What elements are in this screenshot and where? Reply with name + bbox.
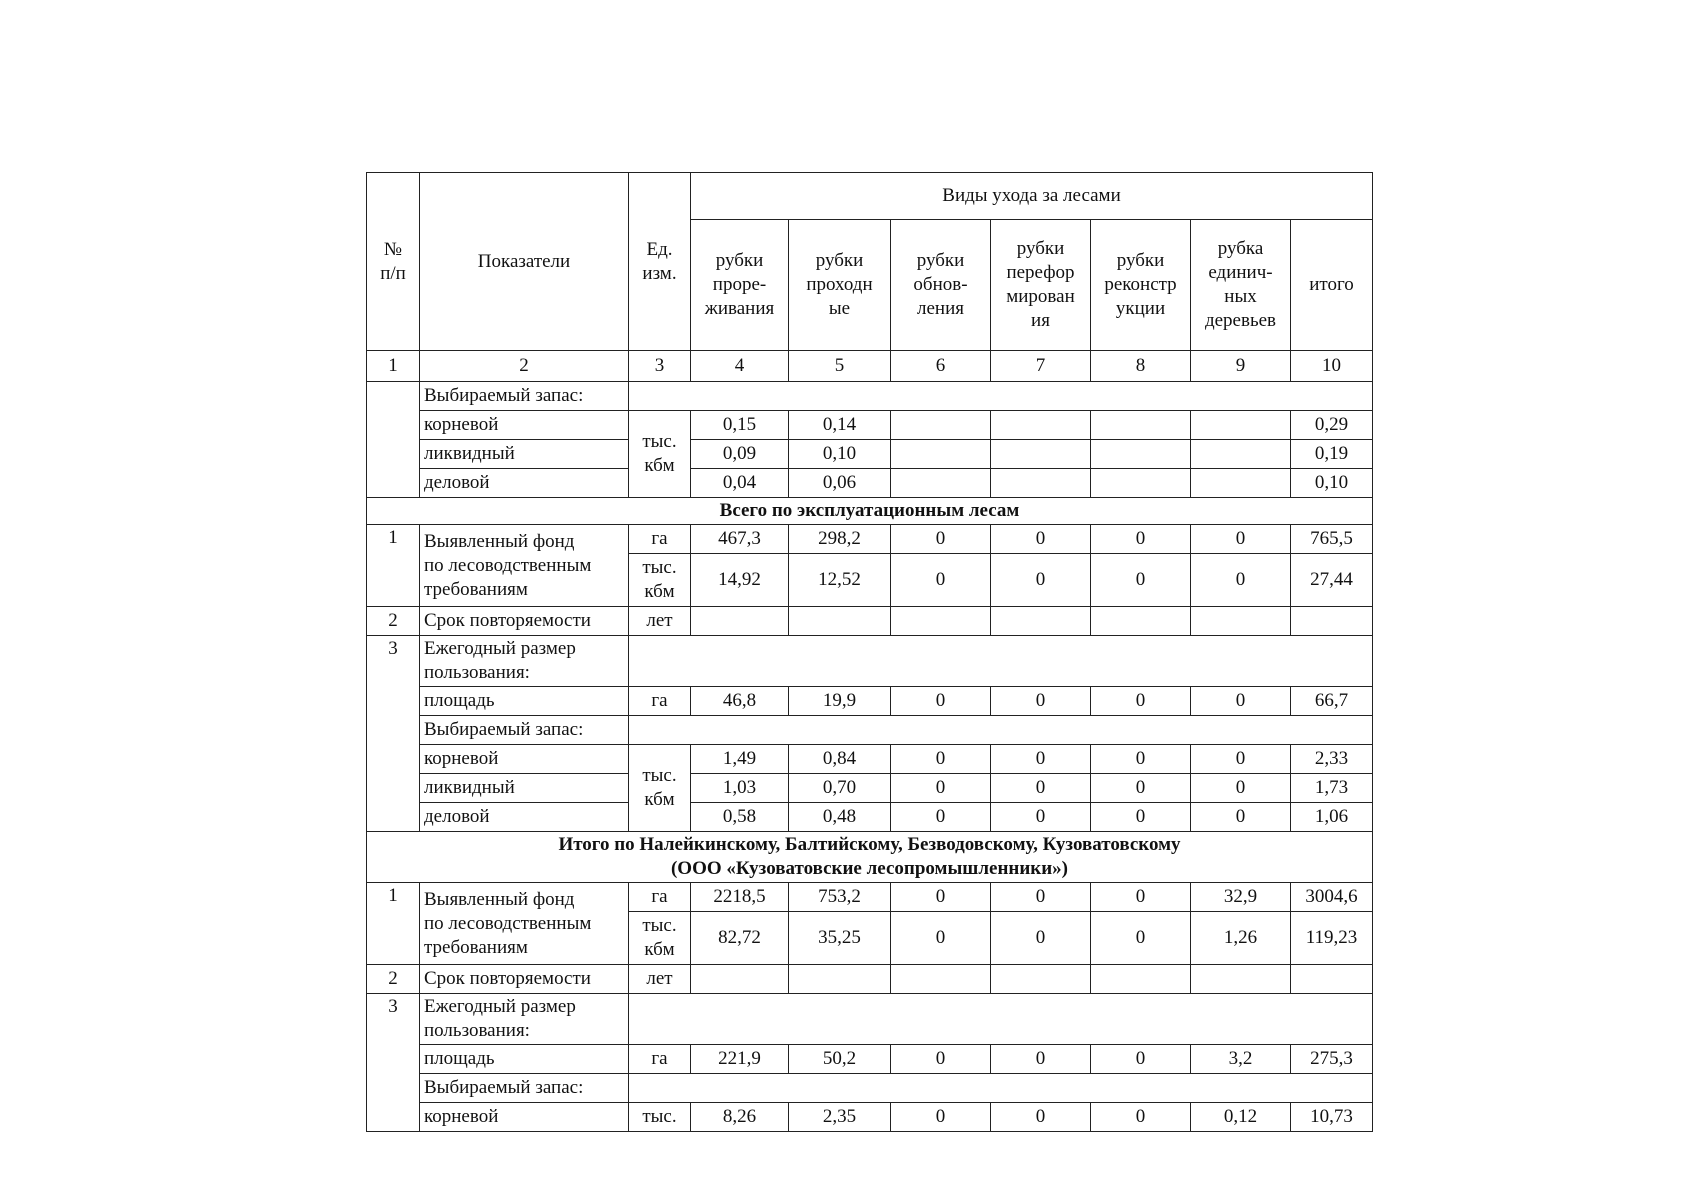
unit-cell: га — [629, 525, 691, 554]
value-cell: 46,8 — [691, 687, 789, 716]
table-row — [367, 745, 1373, 774]
empty-cell — [629, 1074, 1373, 1103]
table-row — [367, 832, 1373, 883]
value-cell: 0,10 — [789, 440, 891, 469]
value-cell: 0 — [1191, 525, 1291, 554]
value-cell — [691, 965, 789, 994]
value-cell: 8,26 — [691, 1103, 789, 1132]
header-column-4: рубки проре- живания — [691, 220, 789, 351]
table-row — [367, 498, 1373, 525]
value-cell: 0 — [1191, 745, 1291, 774]
value-cell: 0 — [1091, 687, 1191, 716]
table-row — [367, 883, 1373, 912]
table-row — [367, 636, 1373, 687]
column-number: 9 — [1191, 351, 1291, 382]
number-cell: 2 — [367, 965, 420, 994]
value-cell — [991, 965, 1091, 994]
indicator-label: площадь — [420, 687, 629, 716]
unit-cell: лет — [629, 607, 691, 636]
value-cell: 0,84 — [789, 745, 891, 774]
value-cell: 0,04 — [691, 469, 789, 498]
value-cell: 0,12 — [1191, 1103, 1291, 1132]
value-cell: 0 — [1191, 554, 1291, 607]
value-cell: 0 — [891, 525, 991, 554]
value-cell — [1091, 411, 1191, 440]
indicator-label: корневой — [420, 1103, 629, 1132]
indicator-label: ликвидный — [420, 774, 629, 803]
value-cell: 0 — [991, 803, 1091, 832]
header-column-9: рубка единич- ных деревьев — [1191, 220, 1291, 351]
value-cell — [891, 469, 991, 498]
indicator-label: Ежегодный размер пользования: — [420, 636, 629, 687]
value-cell: 275,3 — [1291, 1045, 1373, 1074]
unit-cell: тыс. кбм — [629, 554, 691, 607]
value-cell: 0 — [991, 554, 1091, 607]
header-column-10: итого — [1291, 220, 1373, 351]
unit-cell: га — [629, 883, 691, 912]
value-cell: 0,06 — [789, 469, 891, 498]
value-cell: 0 — [1091, 1045, 1191, 1074]
forest-care-table — [366, 172, 1373, 1132]
value-cell — [891, 440, 991, 469]
section-title: Всего по эксплуатационным лесам — [367, 498, 1373, 525]
value-cell: 0 — [1191, 774, 1291, 803]
value-cell: 0 — [991, 1103, 1091, 1132]
value-cell: 35,25 — [789, 912, 891, 965]
value-cell: 0 — [891, 1103, 991, 1132]
value-cell: 765,5 — [1291, 525, 1373, 554]
table-row — [367, 965, 1373, 994]
table-row — [367, 774, 1373, 803]
table-row — [367, 440, 1373, 469]
indicator-label: Срок повторяемости — [420, 607, 629, 636]
table-row — [367, 994, 1373, 1045]
header-indicator: Показатели — [420, 173, 629, 351]
indicator-label: деловой — [420, 803, 629, 832]
table-row — [367, 525, 1373, 554]
value-cell: 0 — [1191, 687, 1291, 716]
value-cell: 0,09 — [691, 440, 789, 469]
value-cell: 467,3 — [691, 525, 789, 554]
value-cell — [691, 607, 789, 636]
indicator-label: ликвидный — [420, 440, 629, 469]
value-cell: 298,2 — [789, 525, 891, 554]
value-cell: 0,14 — [789, 411, 891, 440]
section-title: Итого по Налейкинскому, Балтийскому, Безводовскому, Кузоватовскому (ООО «Кузоватовские лесопромышленники») — [367, 832, 1373, 883]
value-cell — [1191, 469, 1291, 498]
value-cell — [789, 607, 891, 636]
number-cell: 3 — [367, 636, 420, 832]
value-cell: 0,15 — [691, 411, 789, 440]
column-number: 6 — [891, 351, 991, 382]
value-cell — [1191, 440, 1291, 469]
column-number: 4 — [691, 351, 789, 382]
table-row — [367, 803, 1373, 832]
value-cell — [789, 965, 891, 994]
unit-cell: тыс. кбм — [629, 912, 691, 965]
header-number: № п/п — [367, 173, 420, 351]
value-cell: 0 — [991, 525, 1091, 554]
table-row — [367, 1045, 1373, 1074]
header-column-8: рубки реконстр укции — [1091, 220, 1191, 351]
value-cell: 14,92 — [691, 554, 789, 607]
header-column-5: рубки проходн ые — [789, 220, 891, 351]
value-cell: 0 — [891, 687, 991, 716]
value-cell: 0 — [1091, 554, 1191, 607]
empty-cell — [629, 636, 1373, 687]
header-unit: Ед. изм. — [629, 173, 691, 351]
value-cell: 0 — [991, 912, 1091, 965]
empty-cell — [629, 716, 1373, 745]
header-group-title: Виды ухода за лесами — [691, 173, 1373, 220]
value-cell — [991, 411, 1091, 440]
table-row — [367, 351, 1373, 382]
value-cell: 0,70 — [789, 774, 891, 803]
value-cell: 0 — [991, 1045, 1091, 1074]
indicator-label: Выбираемый запас: — [420, 1074, 629, 1103]
value-cell — [1191, 607, 1291, 636]
value-cell — [1291, 607, 1373, 636]
column-number: 5 — [789, 351, 891, 382]
empty-cell — [629, 382, 1373, 411]
value-cell — [891, 607, 991, 636]
value-cell: 82,72 — [691, 912, 789, 965]
value-cell: 221,9 — [691, 1045, 789, 1074]
value-cell: 0 — [1091, 803, 1191, 832]
value-cell — [991, 469, 1091, 498]
column-number: 7 — [991, 351, 1091, 382]
value-cell: 0 — [891, 774, 991, 803]
value-cell: 19,9 — [789, 687, 891, 716]
number-cell: 1 — [367, 883, 420, 965]
value-cell: 0 — [891, 803, 991, 832]
value-cell: 0 — [1091, 525, 1191, 554]
value-cell: 2218,5 — [691, 883, 789, 912]
value-cell: 0,48 — [789, 803, 891, 832]
table-row — [367, 173, 1373, 220]
column-number: 10 — [1291, 351, 1373, 382]
header-column-6: рубки обнов- ления — [891, 220, 991, 351]
value-cell: 10,73 — [1291, 1103, 1373, 1132]
value-cell: 50,2 — [789, 1045, 891, 1074]
number-cell: 3 — [367, 994, 420, 1132]
value-cell — [891, 411, 991, 440]
value-cell: 0 — [991, 745, 1091, 774]
value-cell: 12,52 — [789, 554, 891, 607]
value-cell: 753,2 — [789, 883, 891, 912]
table-row — [367, 1074, 1373, 1103]
table-row — [367, 382, 1373, 411]
table-row — [367, 607, 1373, 636]
column-number: 2 — [420, 351, 629, 382]
value-cell: 66,7 — [1291, 687, 1373, 716]
unit-cell: тыс. — [629, 1103, 691, 1132]
value-cell — [1191, 965, 1291, 994]
value-cell: 0 — [991, 883, 1091, 912]
value-cell: 0 — [891, 1045, 991, 1074]
table-row — [367, 1103, 1373, 1132]
column-number: 1 — [367, 351, 420, 382]
value-cell: 0,58 — [691, 803, 789, 832]
value-cell — [891, 965, 991, 994]
value-cell: 0 — [1191, 803, 1291, 832]
value-cell — [1091, 440, 1191, 469]
value-cell: 0 — [991, 774, 1091, 803]
value-cell — [1091, 965, 1191, 994]
number-cell: 2 — [367, 607, 420, 636]
indicator-label: Выявленный фонд по лесоводственным требованиям — [420, 525, 629, 607]
column-number: 3 — [629, 351, 691, 382]
value-cell: 1,73 — [1291, 774, 1373, 803]
indicator-label: Выявленный фонд по лесоводственным требованиям — [420, 883, 629, 965]
table-row — [367, 716, 1373, 745]
value-cell: 0 — [1091, 774, 1191, 803]
value-cell: 0 — [1091, 1103, 1191, 1132]
number-cell — [367, 382, 420, 498]
unit-cell: га — [629, 687, 691, 716]
value-cell — [1091, 469, 1191, 498]
value-cell: 1,03 — [691, 774, 789, 803]
value-cell: 1,26 — [1191, 912, 1291, 965]
value-cell: 3,2 — [1191, 1045, 1291, 1074]
value-cell — [1091, 607, 1191, 636]
unit-cell: лет — [629, 965, 691, 994]
value-cell: 2,33 — [1291, 745, 1373, 774]
indicator-label: деловой — [420, 469, 629, 498]
indicator-label: Срок повторяемости — [420, 965, 629, 994]
unit-cell: тыс. кбм — [629, 745, 691, 832]
column-number: 8 — [1091, 351, 1191, 382]
table-row — [367, 411, 1373, 440]
table-row — [367, 687, 1373, 716]
value-cell: 0 — [1091, 912, 1191, 965]
indicator-label: Выбираемый запас: — [420, 382, 629, 411]
value-cell: 3004,6 — [1291, 883, 1373, 912]
value-cell: 1,49 — [691, 745, 789, 774]
value-cell: 2,35 — [789, 1103, 891, 1132]
header-column-7: рубки перефор мирован ия — [991, 220, 1091, 351]
indicator-label: Выбираемый запас: — [420, 716, 629, 745]
value-cell: 0 — [891, 745, 991, 774]
indicator-label: корневой — [420, 745, 629, 774]
value-cell: 0 — [891, 912, 991, 965]
value-cell: 0 — [891, 883, 991, 912]
value-cell — [991, 440, 1091, 469]
indicator-label: площадь — [420, 1045, 629, 1074]
value-cell: 0 — [1091, 745, 1191, 774]
value-cell: 0 — [991, 687, 1091, 716]
indicator-label: Ежегодный размер пользования: — [420, 994, 629, 1045]
value-cell: 1,06 — [1291, 803, 1373, 832]
unit-cell: га — [629, 1045, 691, 1074]
value-cell: 0 — [1091, 883, 1191, 912]
empty-cell — [629, 994, 1373, 1045]
number-cell: 1 — [367, 525, 420, 607]
value-cell: 119,23 — [1291, 912, 1373, 965]
value-cell — [1291, 965, 1373, 994]
value-cell: 0,19 — [1291, 440, 1373, 469]
value-cell: 0 — [891, 554, 991, 607]
unit-cell: тыс. кбм — [629, 411, 691, 498]
value-cell: 32,9 — [1191, 883, 1291, 912]
value-cell — [991, 607, 1091, 636]
table-row — [367, 469, 1373, 498]
value-cell — [1191, 411, 1291, 440]
indicator-label: корневой — [420, 411, 629, 440]
value-cell: 0,29 — [1291, 411, 1373, 440]
value-cell: 0,10 — [1291, 469, 1373, 498]
value-cell: 27,44 — [1291, 554, 1373, 607]
